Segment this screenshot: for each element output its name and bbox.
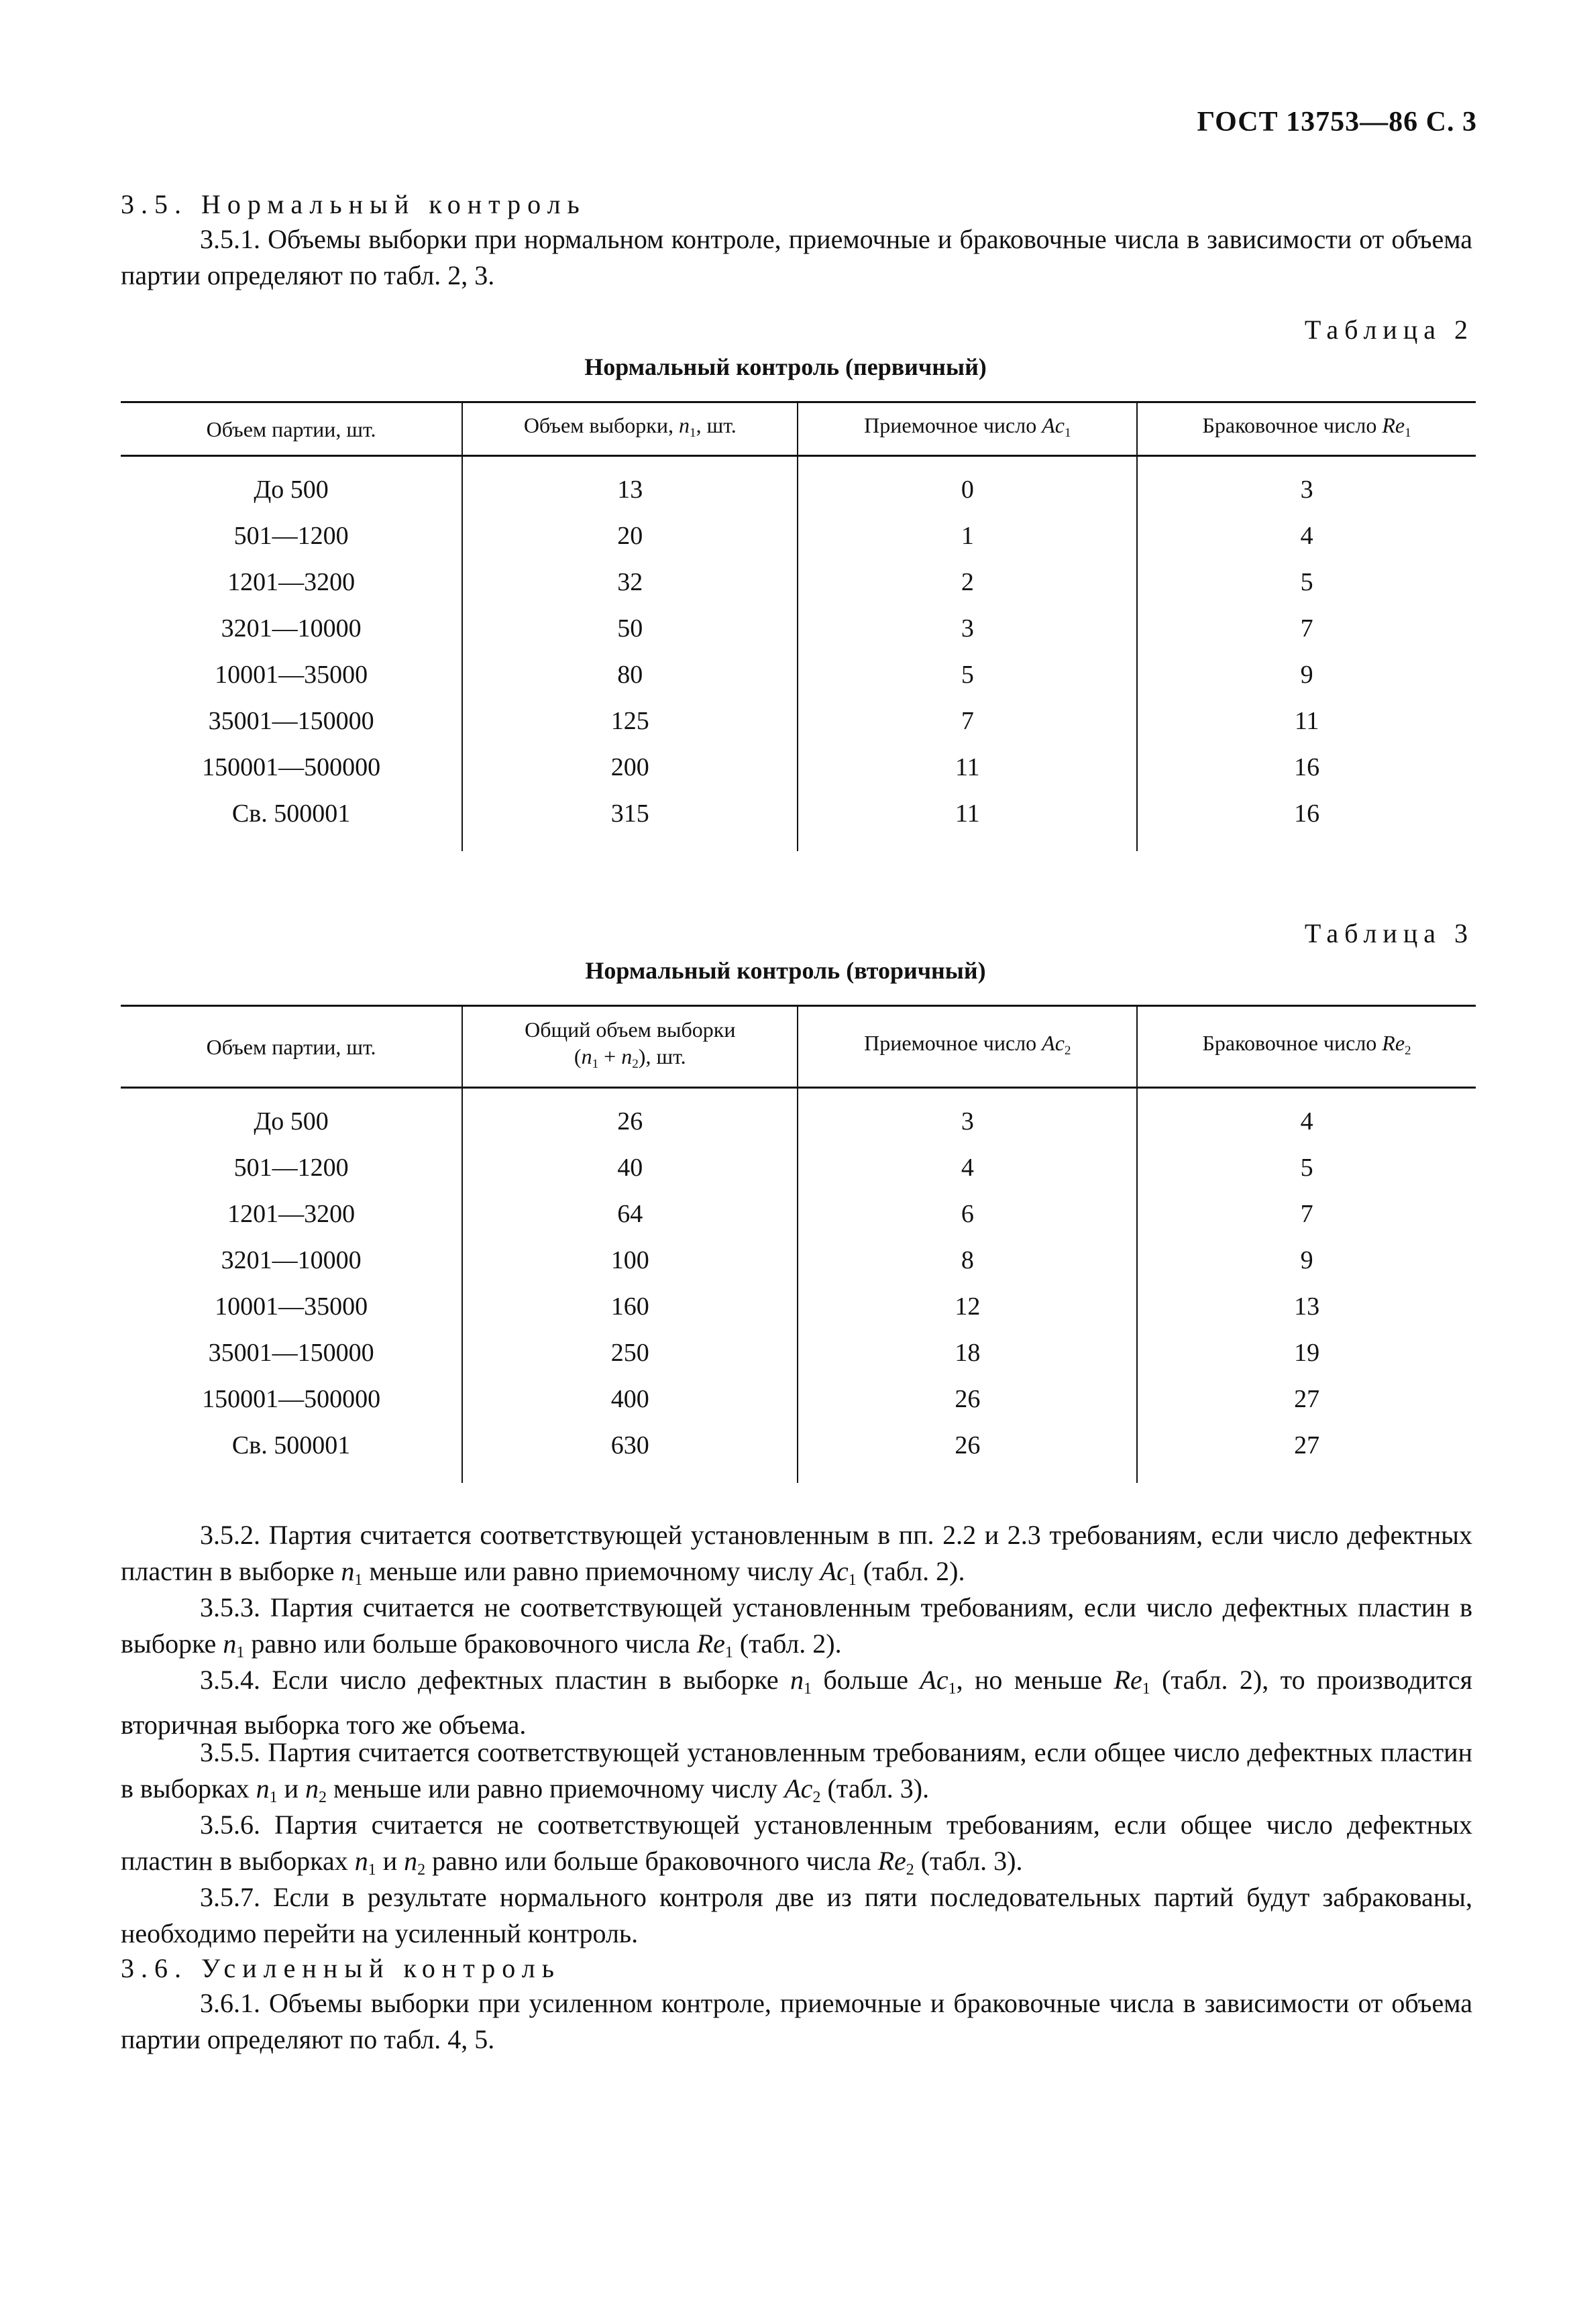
table-row: 150001—500000 200 11 16	[121, 744, 1476, 790]
table-row: 150001—500000 400 26 27	[121, 1376, 1476, 1422]
table-row: Св. 500001 630 26 27	[121, 1422, 1476, 1483]
table-row: 10001—35000 160 12 13	[121, 1283, 1476, 1329]
table-2	[121, 401, 1476, 851]
table-3-header-lot: Объем партии, шт.	[121, 1006, 462, 1088]
table-row: 35001—150000 125 7 11	[121, 698, 1476, 744]
table-row: 3201—10000 100 8 9	[121, 1237, 1476, 1283]
table-3-header-reject: Браковочное число $Re_2$	[1137, 1006, 1476, 1088]
paragraph-3-5-3: 3.5.3. Партия считается не соответствующей установленным требованиям, если число дефектных пластин в выборке $n_1$ равно или больше браковочного числа $Re_1$ (табл. 2).	[121, 1592, 1472, 1662]
table-row: 1201—3200 64 6 7	[121, 1191, 1476, 1237]
page-header: ГОСТ 13753—86 С. 3	[1197, 107, 1477, 137]
table-row: Св. 500001 315 11 16	[121, 790, 1476, 851]
table-row: 10001—35000 80 5 9	[121, 651, 1476, 698]
section-3-5-title: 3.5. Нормальный контроль	[121, 189, 586, 219]
paragraph-3-5-1: 3.5.1. Объемы выборки при нормальном контроле, приемочные и браковочные числа в зависимости от объема партии определяют по табл. 2, 3.	[121, 224, 1472, 290]
table-2-title: Нормальный контроль (первичный)	[584, 353, 987, 380]
table-3-title: Нормальный контроль (вторичный)	[585, 957, 986, 984]
table-2-header-lot: Объем партии, шт.	[121, 402, 462, 456]
paragraph-3-6-1: 3.6.1. Объемы выборки при усиленном контроле, приемочные и браковочные числа в зависимости от объема партии определяют по табл. 4, 5.	[121, 1988, 1472, 2054]
table-row: 3201—10000 50 3 7	[121, 605, 1476, 651]
paragraph-3-5-4: 3.5.4. Если число дефектных пластин в выборке $n_1$ больше $Ac_1$, но меньше $Re_1$ (табл. 2), то производится вторичная выборка того же объема.	[121, 1665, 1472, 1740]
section-3-6-title: 3.6. Усиленный контроль	[121, 1953, 561, 1983]
table-3	[121, 1005, 1476, 1483]
paragraph-3-5-6: 3.5.6. Партия считается не соответствующей установленным требованиям, если общее число дефектных пластин в выборках $n_1$ и $n_2$ равно или больше браковочного числа $Re_2$ (табл. 3).	[121, 1810, 1472, 1879]
table-row: 501—1200 20 1 4	[121, 512, 1476, 559]
table-3-header-sample: Общий объем выборки $(n_1 + n_2)$, шт.	[462, 1006, 798, 1088]
paragraph-3-5-2: 3.5.2. Партия считается соответствующей установленным в пп. 2.2 и 2.3 требованиям, если число дефектных пластин в выборке $n_1$ меньше или равно приемочному числу $Ac_1$ (табл. 2).	[121, 1520, 1472, 1590]
table-row: 1201—3200 32 2 5	[121, 559, 1476, 605]
table-2-label: Таблица 2	[1304, 315, 1474, 345]
table-3-header-accept: Приемочное число $Ac_2$	[798, 1006, 1137, 1088]
table-row: 35001—150000 250 18 19	[121, 1329, 1476, 1376]
paragraph-3-5-5: 3.5.5. Партия считается соответствующей установленным требованиям, если общее число дефектных пластин в выборках $n_1$ и $n_2$ меньше или равно приемочному числу $Ac_2$ (табл. 3).	[121, 1737, 1472, 1807]
table-3-label: Таблица 3	[1304, 918, 1474, 948]
table-2-header-sample: Объем выборки, $n_1$, шт.	[462, 402, 798, 456]
table-2-header-accept: Приемочное число $Ac_1$	[798, 402, 1137, 456]
table-row: До 500 13 0 3	[121, 456, 1476, 513]
paragraph-3-5-7: 3.5.7. Если в результате нормального контроля две из пяти последовательных партий будут забракованы, необходимо перейти на усиленный контроль.	[121, 1882, 1472, 1948]
table-row: 501—1200 40 4 5	[121, 1144, 1476, 1191]
table-row: До 500 26 3 4	[121, 1088, 1476, 1145]
table-2-header-reject: Браковочное число $Re_1$	[1137, 402, 1476, 456]
